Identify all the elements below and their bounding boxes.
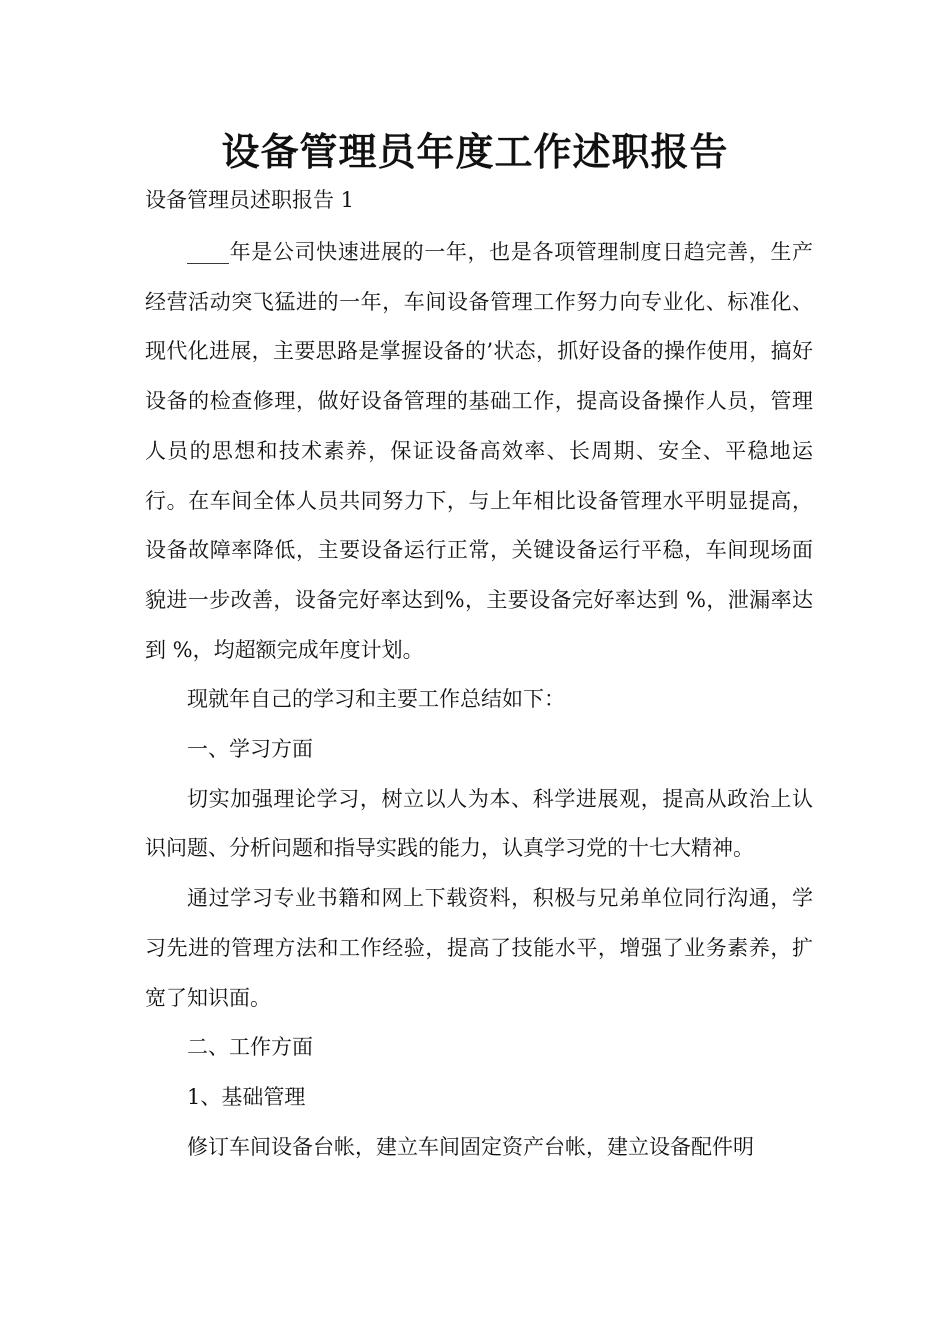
section-heading-study: 一、学习方面 <box>187 737 313 762</box>
document-body <box>145 228 813 1172</box>
subsection-heading-basic-management: 1、基础管理 <box>187 1084 306 1109</box>
paragraph-study-professional: 通过学习专业书籍和网上下载资料，积极与兄弟单位同行沟通，学习先进的管理方法和工作经验，提高了技能水平，增强了业务素养，扩宽了知识面。 <box>145 886 813 1010</box>
section-heading-work: 二、工作方面 <box>187 1035 313 1060</box>
paragraph-study-theory: 切实加强理论学习，树立以人为本、科学进展观，提高从政治上认识问题、分析问题和指导实践的能力，认真学习党的十七大精神。 <box>145 786 813 861</box>
document-subtitle: 设备管理员述职报告 1 <box>145 188 355 212</box>
paragraph-intro: ____年是公司快速进展的一年，也是各项管理制度日趋完善，生产经营活动突飞猛进的一年，车间设备管理工作努力向专业化、标准化、现代化进展，主要思路是掌握设备的’状态，抓好设备的操作使用，搞好设备的检查修理，做好设备管理的基础工作，提高设备操作人员，管理人员的思想和技术素养，保证设备高效率、长周期、安全、平稳地运行。在车间全体人员共同努力下，与上年相比设备管理水平明显提高，设备故障率降低，主要设备运行正常，关键设备运行平稳，车间现场面貌进一步改善，设备完好率达到%，主要设备完好率达到 %，泄漏率达到 %，均超额完成年度计划。 <box>145 240 813 662</box>
paragraph-basic-management: 修订车间设备台帐，建立车间固定资产台帐，建立设备配件明 <box>187 1134 754 1159</box>
document-title: 设备管理员年度工作述职报告 <box>221 130 729 174</box>
paragraph-summary-lead: 现就年自己的学习和主要工作总结如下： <box>187 687 565 712</box>
